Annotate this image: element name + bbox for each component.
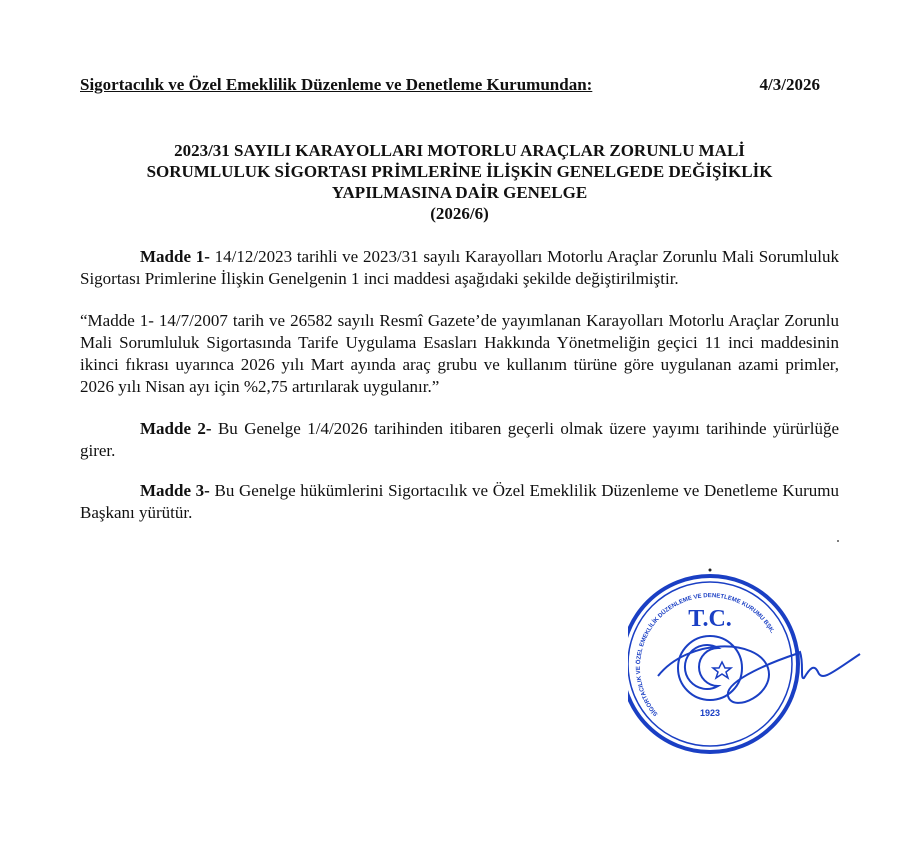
document-date: 4/3/2026 [759,75,820,94]
article-text: Bu Genelge hükümlerini Sigortacılık ve Özel Emeklilik Düzenleme ve Denetleme Kurumu Başkanı yürütür. [80,481,839,522]
article-3 [80,480,839,524]
document-title [80,140,839,224]
title-line: 2023/31 SAYILI KARAYOLLARI MOTORLU ARAÇLAR ZORUNLU MALİ [174,141,745,160]
seal-outer-ring [628,576,798,752]
seal-ring-text-path: SİGORTACILIK VE ÖZEL EMEKLİLİK DÜZENLEME VE DENETLEME KURUMU BŞK. [635,593,775,717]
star-icon [713,662,731,678]
article-label: Madde 1- [140,247,210,266]
seal-year: 1923 [699,708,721,718]
article-label: Madde 2- [140,419,212,438]
article-text: 14/12/2023 tarihli ve 2023/31 sayılı Karayolları Motorlu Araçlar Zorunlu Mali Sorumluluk Sigortası Primlerine İlişkin Genelgenin 1 inci maddesi aşağıdaki şekilde değiştirilmiştir. [80,247,839,288]
seal-area [80,564,839,769]
title-line: SORUMLULUK SİGORTASI PRİMLERİNE İLİŞKİN GENELGEDE DEĞİŞİKLİK [146,162,773,181]
article-text: Bu Genelge 1/4/2026 tarihinden itibaren geçerli olmak üzere yayımı tarihinde yürürlüğe girer. [80,419,839,460]
article-2 [80,418,839,462]
crescent-icon [685,645,718,689]
ink-dot [709,569,712,572]
quote-text: “Madde 1- 14/7/2007 tarih ve 26582 sayılı Resmî Gazete’de yayımlanan Karayolları Motorlu Araçlar Zorunlu Mali Sorumluluk Sigortasında Tarife Uygulama Esasları Hakkında Yönetmeliğin geçici 11 inci maddesinin ikinci fıkrası uyarınca 2026 yılı Mart ayında araç grubu ve kullanım türüne göre uygulanan azami primler, 2026 yılı Nisan ayı için %2,75 artırılarak uygulanır.” [80,311,839,396]
document-header [80,74,820,96]
amended-article-quote [80,310,839,398]
official-seal-with-signature [628,564,868,764]
issuer-name: Sigortacılık ve Özel Emeklilik Düzenleme ve Denetleme Kurumundan: [80,75,593,94]
title-number: (2026/6) [430,204,489,223]
article-1 [80,246,839,290]
article-label: Madde 3- [140,481,210,500]
seal-graphic [628,564,868,764]
scan-speck [837,540,839,542]
seal-top-text: T.C. [688,606,732,632]
title-line: YAPILMASINA DAİR GENELGE [331,183,588,202]
